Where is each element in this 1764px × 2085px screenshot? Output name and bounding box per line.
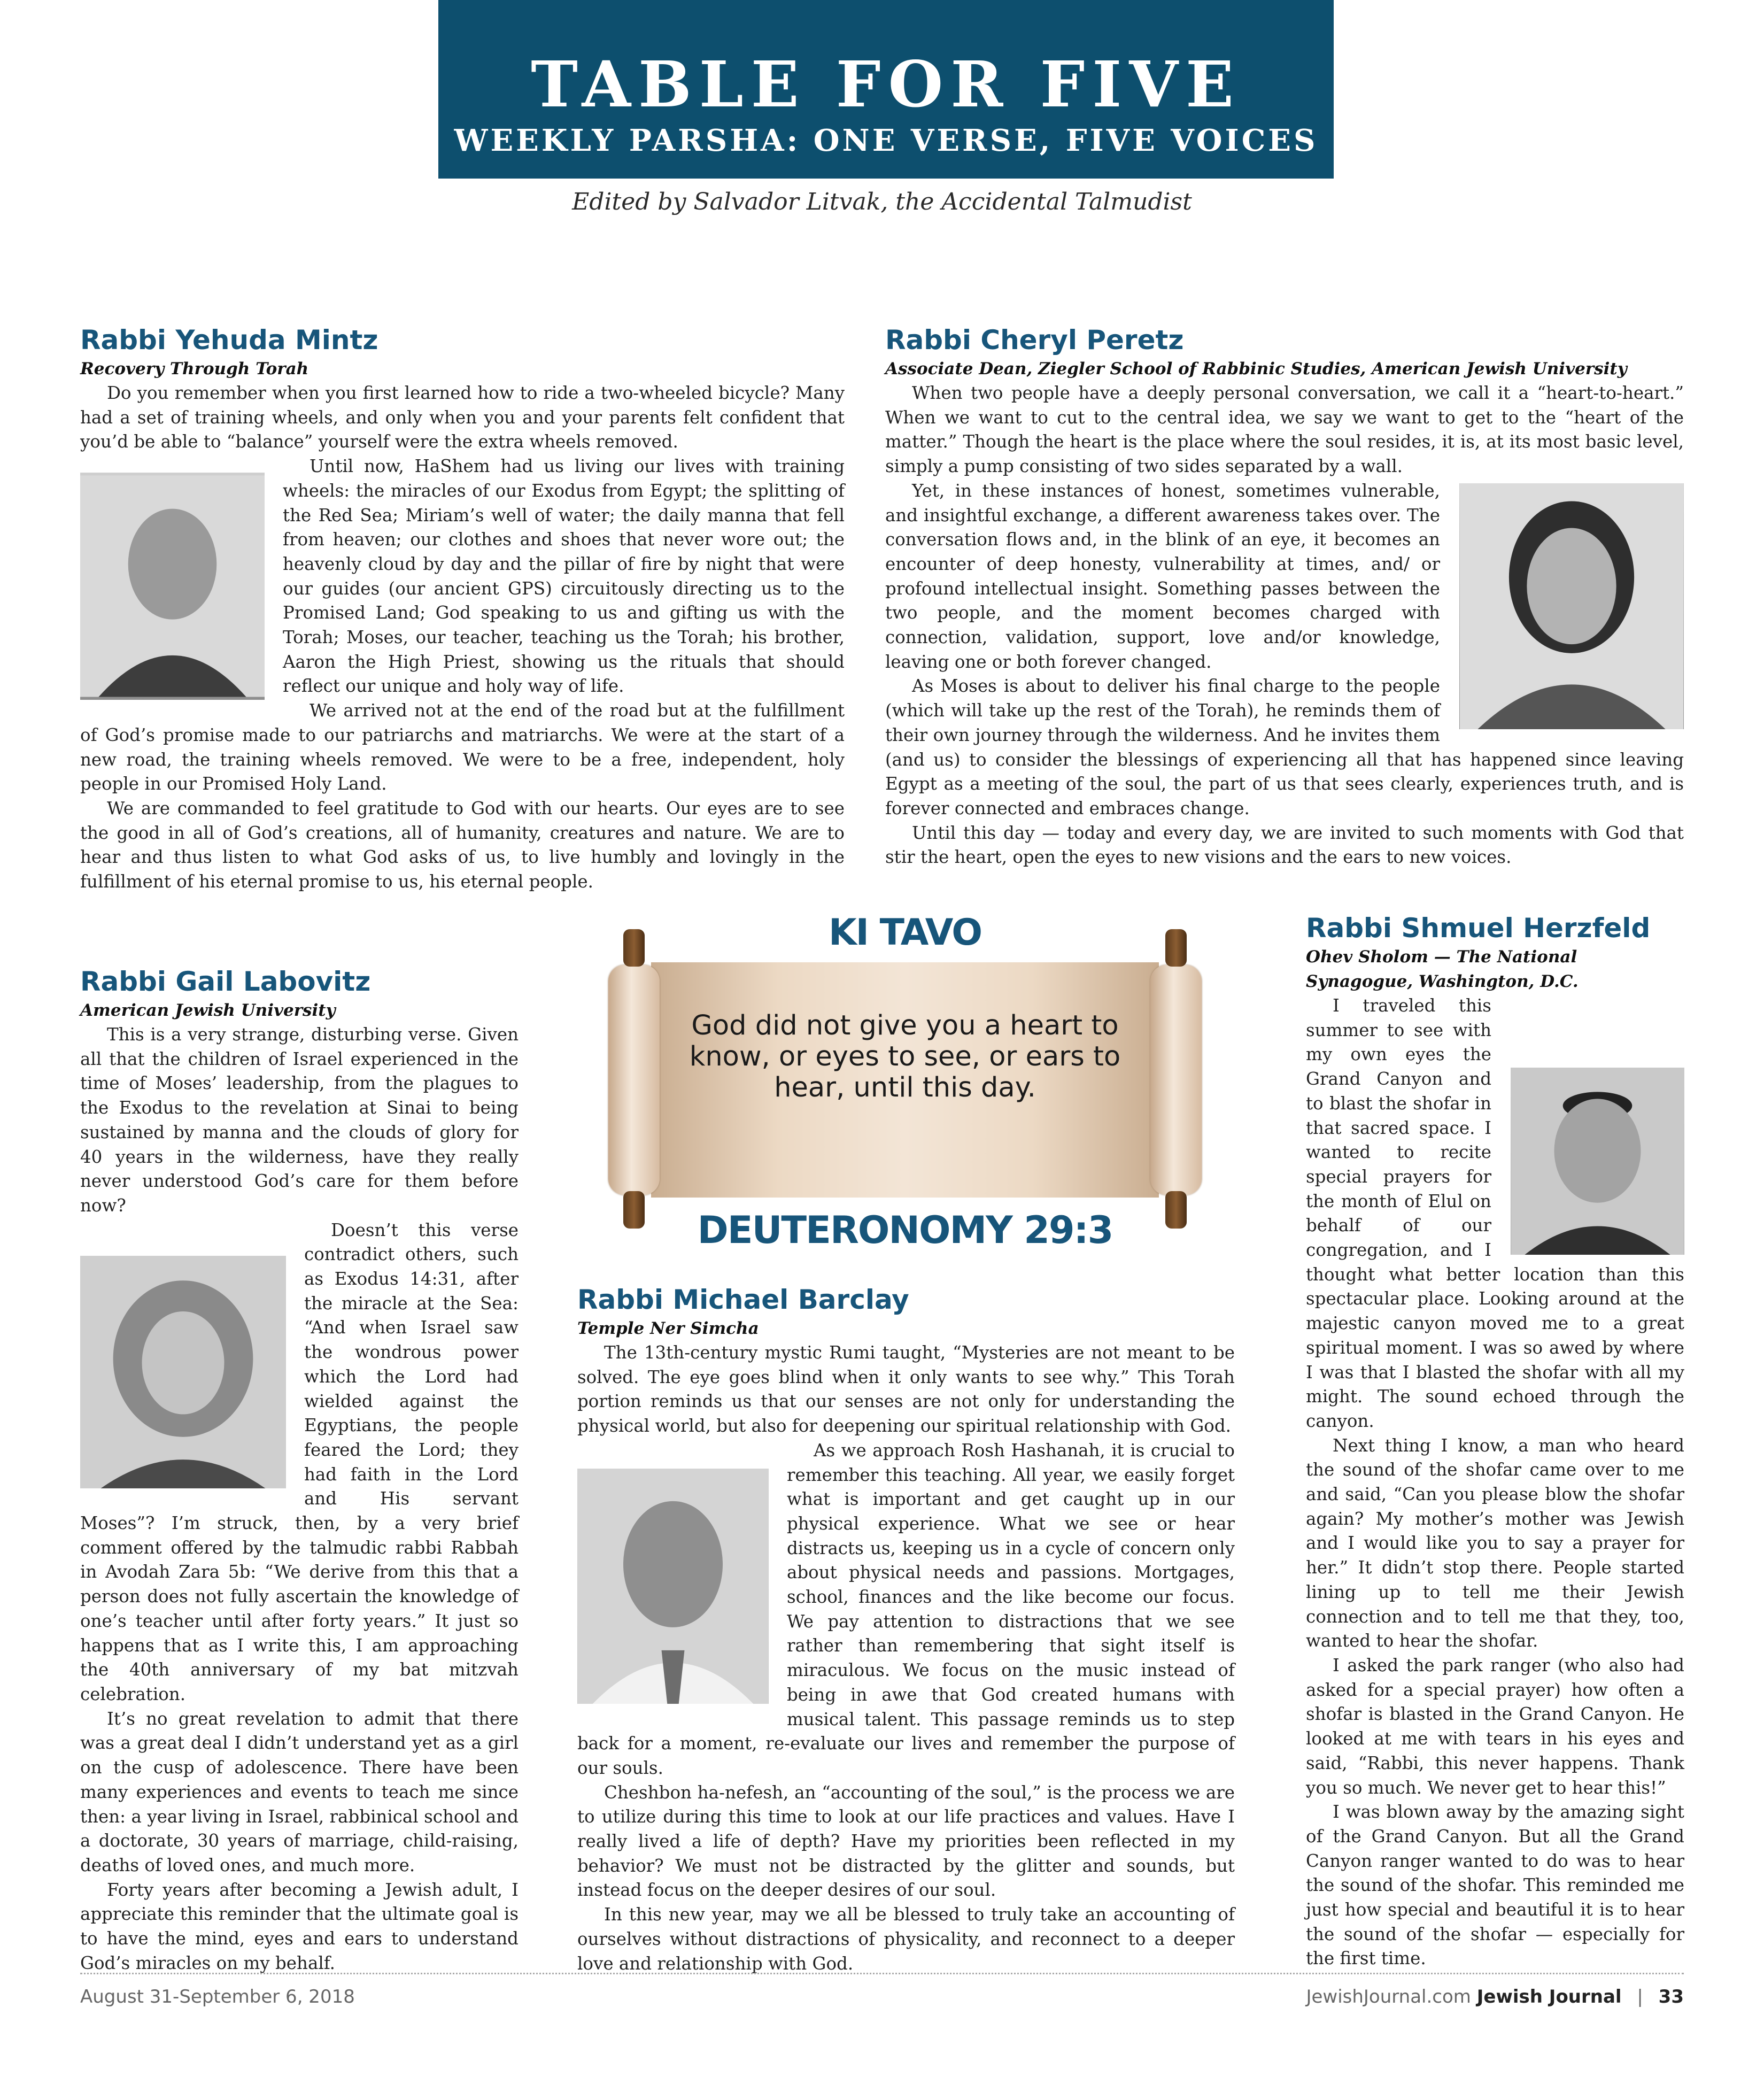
paragraph: In this new year, may we all be blessed to truly take an accounting of ourselves without distractions of physicality, and reconnect to a deeper love and relationship with God. [577, 1904, 1235, 1974]
editor-credit: Edited by Salvador Litvak, the Accidental Talmudist [572, 188, 1192, 215]
author-name: Rabbi Gail Labovitz [80, 966, 371, 997]
portrait-icon [1459, 483, 1684, 729]
paragraph: As Moses is about to deliver his final charge to the people (which will take up the rest of the Torah), he reminds them of their own journey through the wilderness. And he invites them (and us) to consider the blessings of experiencing all that has happened since leaving Egypt as a meeting of the soul, the part of us that sees clearly, experiences truth, and is forever connected and embraces change. [885, 676, 1684, 818]
paragraph: I asked the park ranger (who also had asked for a special prayer) how often a shofar is blasted in the Grand Canyon. He looked at me with tears in his eyes and said, “Rabbi, this never happens. Thank you so much. We never get to hear this!” [1306, 1655, 1684, 1798]
article-body [577, 1341, 1235, 1976]
portrait-icon [1511, 1068, 1684, 1255]
portrait-icon [577, 1469, 769, 1704]
portrait-photo-barclay [577, 1469, 769, 1704]
paragraph: It’s no great revelation to admit that there was a great deal I didn’t understand yet as a girl on the cusp of adolescence. There have been many experiences and events to teach me since then: a year living in Israel, rabbinical school and a doctorate, 30 years of marriage, child-raising, deaths of loved ones, and much more. [80, 1708, 519, 1875]
author-affiliation: Ohev Sholom — The National Synagogue, Washington, D.C. [1306, 947, 1579, 991]
article-body [80, 1023, 519, 1975]
article-body [80, 381, 845, 894]
issue-date: August 31-September 6, 2018 [80, 1986, 355, 2007]
article-body [885, 381, 1684, 870]
masthead-banner [438, 0, 1334, 179]
page-number: 33 [1658, 1986, 1684, 2007]
column-labovitz [80, 965, 519, 1975]
verse-quote: God did not give you a heart to know, or eyes to see, or ears to hear, until this day. [689, 1010, 1121, 1103]
scroll-roller-left [608, 965, 660, 1195]
paragraph: I traveled this summer to see with my own eyes the Grand Canyon and to blast the shofar in that sacred space. I wanted to recite special prayers for the month of Elul on behalf of our congregation, and I thought what better location than this spectacular place. Looking around at the majestic canyon moved me to a great spiritual moment. I was so awed by where I was that I blasted the shofar with all my might. The sound echoed through the canyon. [1306, 995, 1684, 1431]
paragraph: Until now, HaShem had us living our lives with training wheels: the miracles of our Exodus from Egypt; the splitting of the Red Sea; Miriam’s well of water; the daily manna that fell from heaven; our clothes and shoes that never wore out; the heavenly cloud by day and the pillar of fire by night that were our guides (our ancient GPS) circuitously directing us to the Promised Land; God speaking to us and gifting us with the Torah; Moses, our teacher, teaching us the Torah; his brother, Aaron the High Priest, showing us the rituals that should reflect our unique and holy way of life. [283, 456, 845, 697]
portrait-photo-herzfeld [1511, 1068, 1684, 1255]
footer-divider [80, 1973, 1684, 1974]
author-name: Rabbi Michael Barclay [577, 1284, 909, 1315]
portrait-photo-peretz [1459, 483, 1684, 729]
paragraph: Until this day — today and every day, we are invited to such moments with God that stir the heart, open the eyes to new visions and the ears to new voices. [885, 822, 1684, 868]
paragraph: Yet, in these instances of honest, sometimes vulnerable, and insightful exchange, a different awareness takes over. The conversation flows and, in the blink of an eye, it becomes an encounter of deep honesty, vulnerability at times, and/ or profound intellectual insight. Something passes between the two people, and the moment becomes charged with connection, validation, support, love and/or knowledge, leaving one or both forever changed. [885, 480, 1440, 672]
scroll-handle-icon [1165, 929, 1187, 967]
paragraph: Do you remember when you first learned how to ride a two-wheeled bicycle? Many had a set of training wheels, and only when you and your parents felt confident that you’d be able to “balance” yourself were the extra wheels removed. [80, 383, 845, 452]
scroll-handle-icon [623, 929, 645, 967]
footer-site[interactable]: JewishJournal.com [1306, 1986, 1471, 2007]
verse-reference: DEUTERONOMY 29:3 [697, 1208, 1113, 1252]
article-body [1306, 994, 1684, 1971]
torah-scroll-graphic [598, 941, 1212, 1219]
author-name: Rabbi Shmuel Herzfeld [1306, 913, 1651, 944]
paragraph: The 13th-century mystic Rumi taught, “Mysteries are not meant to be solved. The eye goes blind when it only wants to see why.” This Torah portion reminds us that our senses are not only for understanding the physical world, but also for deepening our spiritual relationship with God. [577, 1342, 1235, 1437]
portrait-photo-mintz [80, 473, 265, 700]
portrait-icon [80, 1256, 286, 1488]
paragraph: I was blown away by the amazing sight of the Grand Canyon. But all the Grand Canyon ranger wanted to do was to hear the sound of the shofar. This reminded me just how special and beautiful it is to hear the sound of the shofar — especially for the first time. [1306, 1802, 1684, 1969]
author-name: Rabbi Cheryl Peretz [885, 325, 1184, 356]
portrait-photo-labovitz [80, 1256, 286, 1488]
column-herzfeld [1306, 912, 1684, 1971]
footer-separator: | [1637, 1986, 1643, 2007]
footer-publication [1306, 1986, 1684, 2007]
paragraph: We arrived not at the end of the road but at the fulfillment of God’s promise made to our patriarchs and matriarchs. We were at the start of a new road, the training wheels removed. We were to be a free, independent, holy people in our Promised Holy Land. [80, 700, 845, 794]
paragraph: As we approach Rosh Hashanah, it is crucial to remember this teaching. All year, we easily forget what is important and get caught up in our physical experience. What we see or hear distracts us, keeping us in a cycle of concern only about physical needs and passions. Mortgages, school, finances and the like become our focus. We pay attention to distractions that we see rather than remembering that sight itself is miraculous. We focus on the music instead of being in awe that God created humans with musical talent. This passage reminds us to step back for a moment, re-evaluate our lives and remember the purpose of our souls. [577, 1440, 1235, 1778]
paragraph: When two people have a deeply personal conversation, we call it a “heart-to-heart.” When we want to cut to the central idea, we say we want to get to the “heart of the matter.” Though the heart is the place where the soul resides, it is, at its most basic level, simply a pump consisting of two sides separated by a wall. [885, 383, 1684, 477]
author-name: Rabbi Yehuda Mintz [80, 325, 378, 356]
paragraph: Doesn’t this verse contradict others, such as Exodus 14:31, after the miracle at the Sea: “And when Israel saw the wondrous power which the Lord had wielded against the Egyptians, the people feared the Lord; they had faith in the Lord and His servant Moses”? I’m struck, then, by a very brief comment offered by the talmudic rabbi Rabbah in Avodah Zara 5b: “We derive from this that a person does not fully ascertain the knowledge of one’s teacher until after forty years.” It just so happens that as I write this, I am approaching the 40th anniversary of my bat mitzvah celebration. [80, 1219, 519, 1704]
paragraph: We are commanded to feel gratitude to God with our hearts. Our eyes are to see the good in all of God’s creations, all of humanity, creatures and nature. We are to hear and thus listen to what God asks of us, to live humbly and lovingly in the fulfillment of his eternal promise to us, his eternal people. [80, 798, 845, 892]
feature-subtitle: WEEKLY PARSHA: ONE VERSE, FIVE VOICES [454, 123, 1318, 158]
paragraph: Cheshbon ha-nefesh, an “accounting of the soul,” is the process we are to utilize during this time to look at our life practices and values. Have I really lived a life of depth? Have my priorities been reflected in my behavior? We must not be distracted by the glitter and sounds, but instead focus on the deeper desires of our soul. [577, 1782, 1235, 1901]
column-barclay [577, 1283, 1235, 1976]
author-affiliation: Associate Dean, Ziegler School of Rabbinic Studies, American Jewish University [885, 359, 1627, 379]
column-mintz [80, 323, 845, 894]
author-affiliation: Temple Ner Simcha [577, 1319, 759, 1338]
column-peretz [885, 323, 1684, 870]
scroll-roller-right [1150, 965, 1202, 1195]
portrait-icon [80, 473, 265, 700]
author-affiliation: Recovery Through Torah [80, 359, 309, 379]
parsha-name: KI TAVO [828, 912, 982, 954]
feature-title: TABLE FOR FIVE [531, 47, 1241, 121]
footer-brand: Jewish Journal [1476, 1986, 1622, 2007]
paragraph: This is a very strange, disturbing verse. Given all that the children of Israel experienced in the time of Moses’ leadership, from the plagues to the Exodus to the revelation at Sinai to being sustained by manna and the clouds of glory for 40 years in the wilderness, have they really never understood God’s care for them before now? [80, 1024, 519, 1216]
author-affiliation: American Jewish University [80, 1001, 336, 1020]
paragraph: Forty years after becoming a Jewish adult, I appreciate this reminder that the ultimate goal is to have the mind, eyes and ears to understand God’s miracles on my behalf. [80, 1879, 519, 1973]
paragraph: Next thing I know, a man who heard the sound of the shofar came over to me and said, “Can you please blow the shofar again? My mother’s mother was Jewish and I would like you to say a prayer for her.” It didn’t stop there. People started lining up to tell me their Jewish connection and to tell me that they, too, wanted to hear the shofar. [1306, 1435, 1684, 1651]
